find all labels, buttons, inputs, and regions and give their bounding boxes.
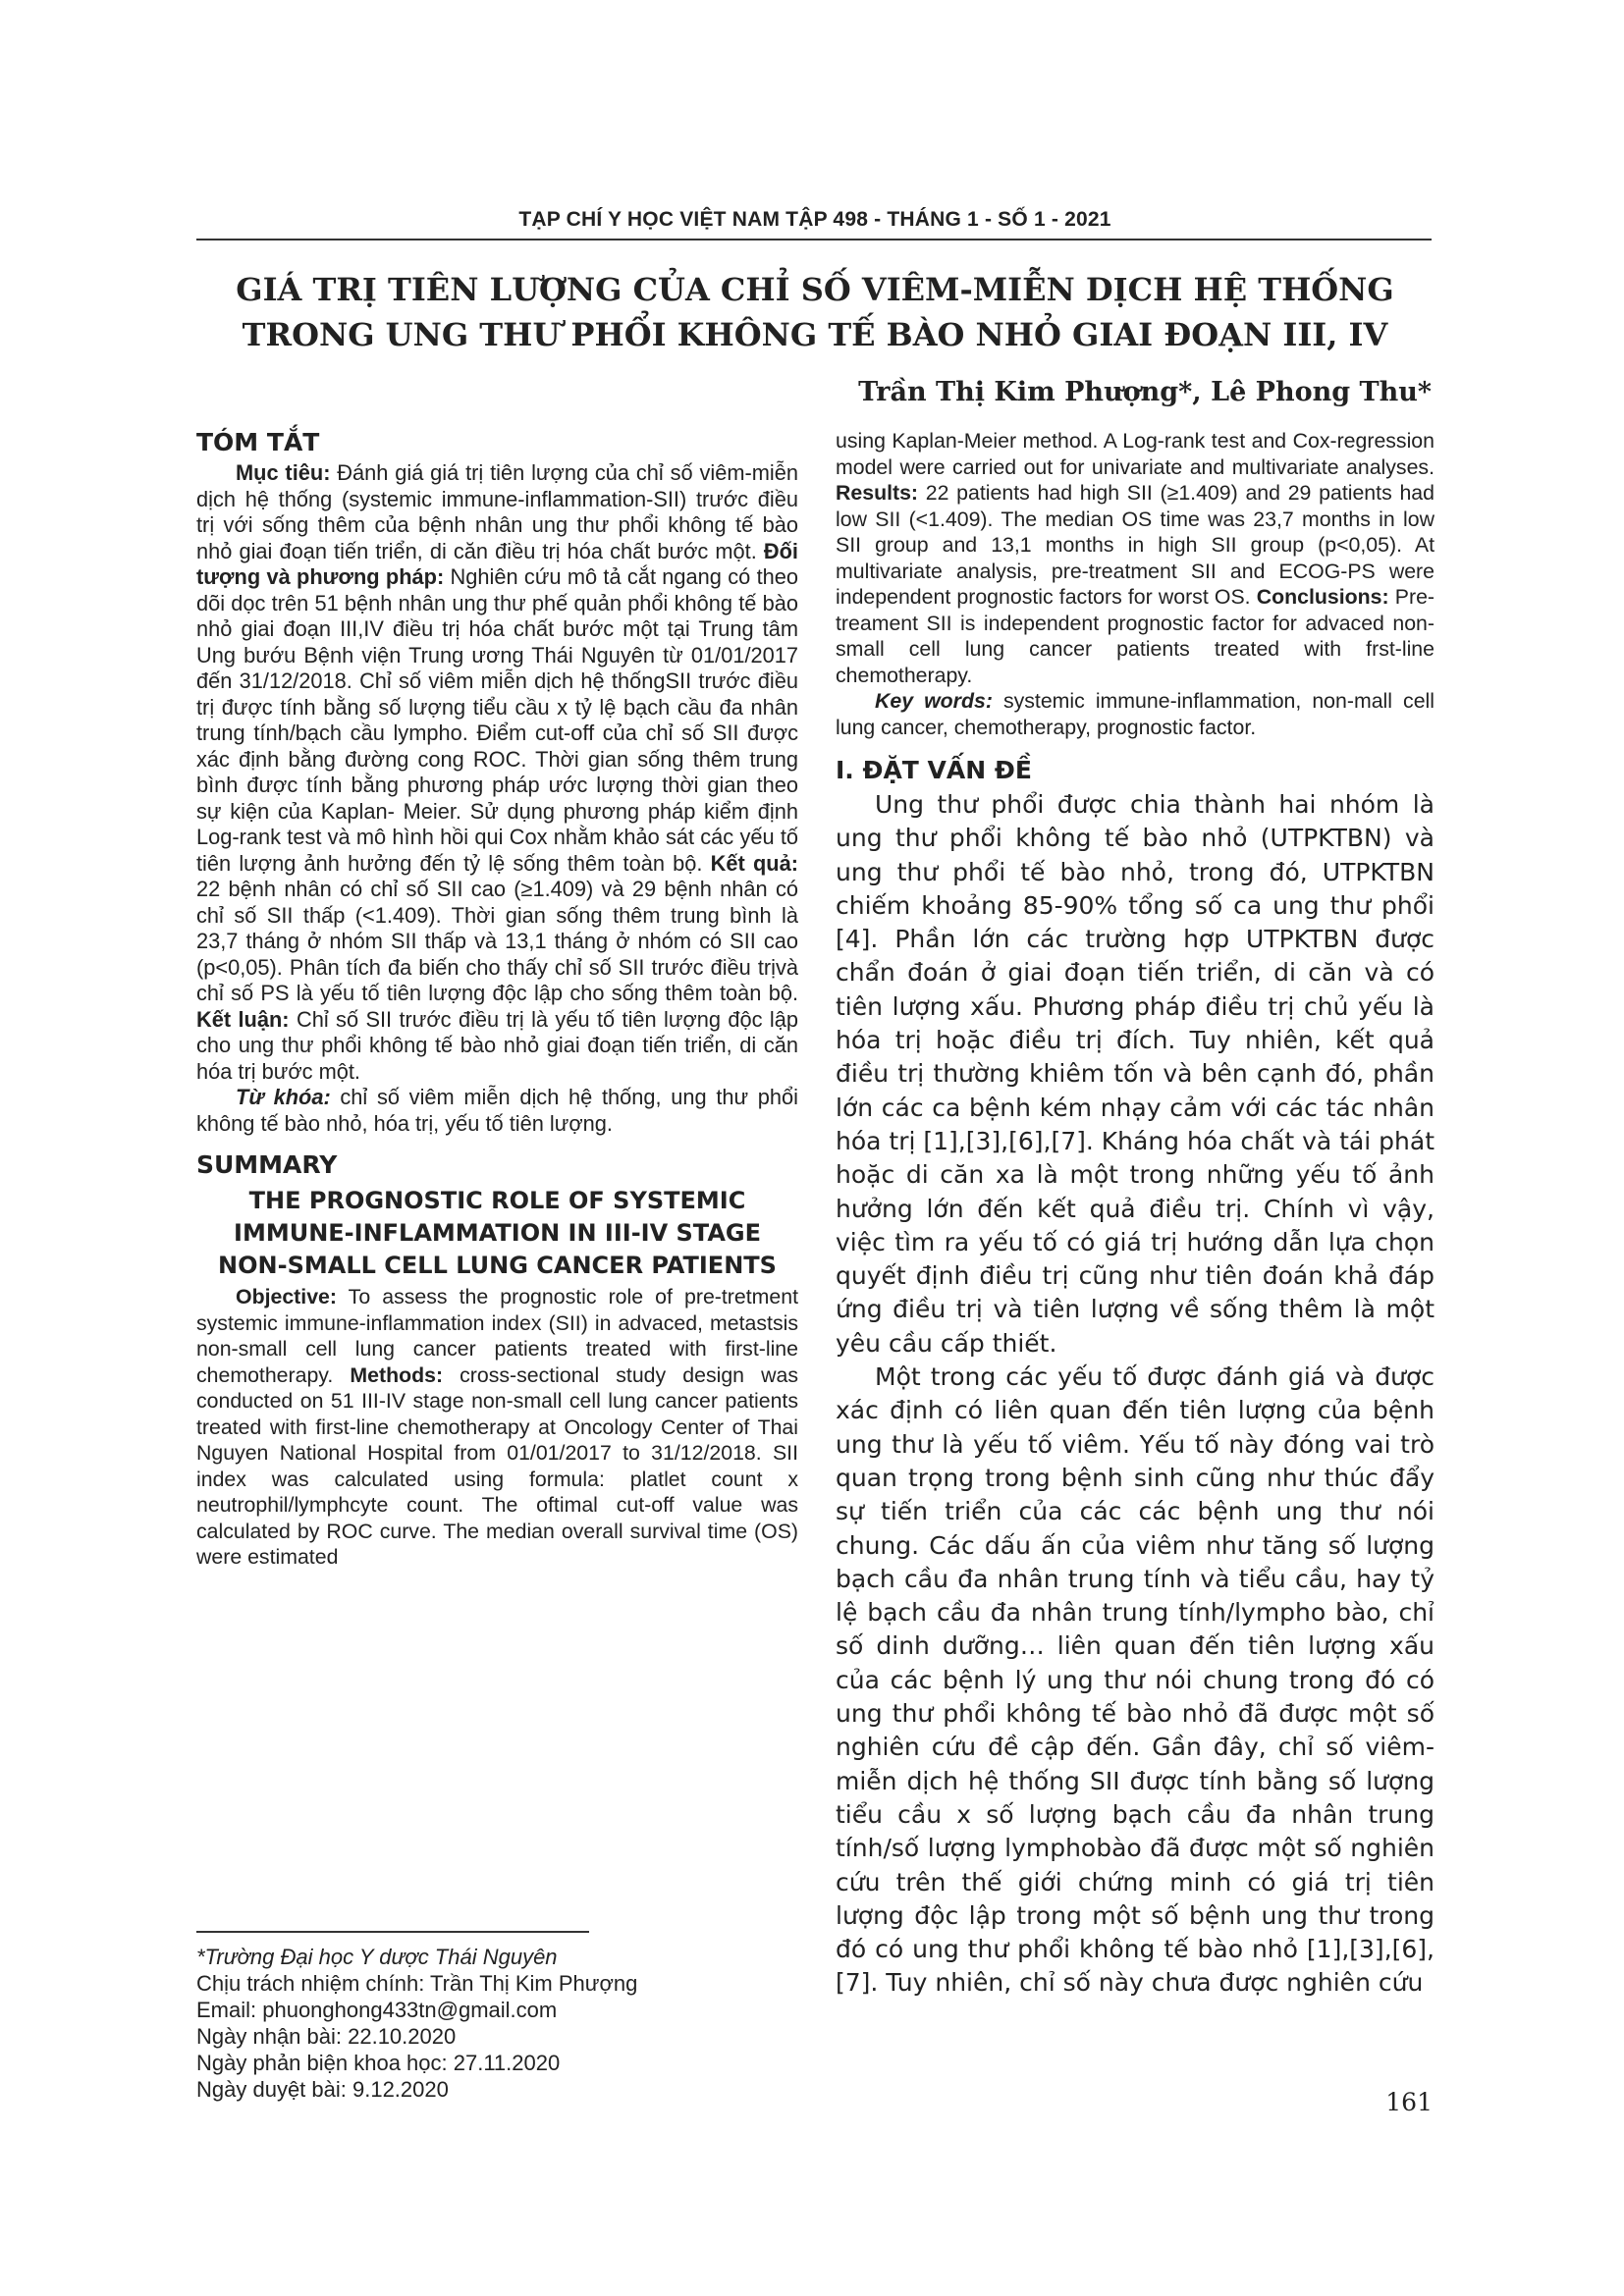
footnote-affiliation: *Trường Đại học Y dược Thái Nguyên	[196, 1945, 558, 1969]
authors: Trần Thị Kim Phượng*, Lê Phong Thu*	[858, 377, 1432, 407]
journal-header: TẠP CHÍ Y HỌC VIỆT NAM TẬP 498 - THÁNG 1 - SỐ 1 - 2021	[518, 208, 1111, 231]
keywords-text-vi: chỉ số viêm miễn dịch hệ thống, ung thư phổi không tế bào nhỏ, hóa trị, yếu tố tiên lượng.	[196, 1085, 798, 1136]
left-column	[196, 428, 798, 1571]
keywords-text-en: systemic immune-inflammation, non-mall cell lung cancer, chemotherapy, prognostic factor.	[836, 689, 1435, 739]
objective-label-en: Objective:	[236, 1285, 337, 1308]
title-line-2: TRONG UNG THƯ PHỔI KHÔNG TẾ BÀO NHỎ GIAI ĐOẠN III, IV	[242, 316, 1388, 353]
results-text-vi: 22 bệnh nhân có chỉ số SII cao (≥1.409) và 29 bệnh nhân có chỉ số SII thấp (<1.409). Thời gian sống thêm trung bình là 23,7 tháng ở nhóm SII thấp và 13,1 tháng ở nhóm có SII cao (p<0,05). Phân tích đa biến cho thấy chỉ số SII trước điều trịvà chỉ số PS là yếu tố tiên lượng độc lập cho sống thêm toàn bộ.	[196, 877, 798, 1005]
english-abstract-part2	[836, 428, 1435, 688]
keywords-en	[836, 688, 1435, 740]
results-text-en: 22 patients had high SII (≥1.409) and 29 patients had low SII (<1.409). The median OS time was 23,7 months in low SII group and 13,1 months in high SII group (p<0,05). At multivariate analysis, pre-treatment SII and ECOG-PS were independent prognostic factors for worst OS.	[836, 481, 1435, 609]
tom-tat-heading: TÓM TẮT	[196, 428, 320, 456]
methods-text-vi: Nghiên cứu mô tả cắt ngang có theo dõi dọc trên 51 bệnh nhân ung thư phế quản phổi không tế bào nhỏ giai đoạn III,IV điều trị hóa chất bước một tại Trung tâm Ung bướu Bệnh viện Trung ương Thái Nguyên từ 01/01/2017 đến 31/12/2018. Chỉ số viêm miễn dịch hệ thốngSII trước điều trị được tính bằng số lượng tiểu cầu x tỷ lệ bạch cầu đa nhân trung tính/bạch cầu lympho. Điểm cut-off của chỉ số SII được xác định bằng đường cong ROC. Thời gian sống thêm trung bình được tính bằng phương pháp ước lượng thời gian theo sự kiện của Kaplan- Meier. Sử dụng phương pháp kiểm định Log-rank test và mô hình hồi qui Cox nhằm khảo sát các yếu tố tiên lượng ảnh hưởng đến tỷ lệ sống thêm toàn bộ.	[196, 564, 798, 876]
methods-label-en: Methods:	[350, 1362, 444, 1387]
title-line-1: GIÁ TRỊ TIÊN LƯỢNG CỦA CHỈ SỐ VIÊM-MIỄN DỊCH HỆ THỐNG	[236, 271, 1394, 308]
article-title	[196, 267, 1434, 357]
methods-label-vi: Đối tượng và phương pháp:	[196, 538, 798, 589]
results-label-en: Results:	[836, 481, 919, 505]
conclusions-text-en: Pre-treament SII is independent prognostic factor for advaced non-small cell lung cancer patients treated with frst-line chemotherapy.	[836, 585, 1435, 687]
footnotes	[196, 1944, 805, 2103]
page-number: 161	[1385, 2088, 1433, 2116]
footnote-rule	[196, 1931, 589, 1933]
footnote-responsible: Chịu trách nhiệm chính: Trần Thị Kim Phượng	[196, 1971, 638, 1996]
results-label-vi: Kết quả:	[710, 850, 798, 876]
conclusions-label-en: Conclusions:	[1256, 585, 1389, 609]
objective-text-en: To assess the prognostic role of pre-tretment systemic immune-inflammation index (SII) in advaced, metastsis non-small cell lung cancer patients treated with first-line chemotherapy.	[196, 1285, 798, 1387]
header-rule	[196, 239, 1432, 240]
english-abstract-part1	[196, 1284, 798, 1571]
objective-text-vi: Đánh giá giá trị tiên lượng của chỉ số viêm-miễn dịch hệ thống (systemic immune-inflammation-SII) trước điều trị với sống thêm của bệnh nhân ung thư phổi không tế bào nhỏ giai đoạn tiến triển, di căn điều trị hóa chất bước một.	[196, 460, 798, 563]
footnote-email: Email: phuonghong433tn@gmail.com	[196, 1998, 558, 2022]
keywords-label-vi: Từ khóa:	[236, 1085, 331, 1109]
summary-heading: SUMMARY	[196, 1150, 338, 1179]
intro-paragraph-2: Một trong các yếu tố được đánh giá và được xác định có liên quan đến tiên lượng của bệnh ung thư là yếu tố viêm. Yếu tố này đóng vai trò quan trọng trong bệnh sinh cũng như thúc đẩy sự tiến triển của các các bệnh ung thư nói chung. Các dấu ấn của viêm như tăng số lượng bạch cầu đa nhân trung tính và tiểu cầu, hay tỷ lệ bạch cầu đa nhân trung tính/lympho bào, chỉ số dinh dưỡng… liên quan đến tiên lượng xấu của các bệnh lý ung thư nói chung trong đó có ung thư phổi không tế bào nhỏ đã được một số nghiên cứu đề cập đến. Gần đây, chỉ số viêm-miễn dịch hệ thống SII được tính bằng số lượng tiểu cầu x số lượng bạch cầu đa nhân trung tính/số lượng lymphobào đã được một số nghiên cứu trên thế giới chứng minh có giá trị tiên lượng độc lập trong một số bệnh ung thư trong đó có ung thư phổi không tế bào nhỏ [1],[3],[6],[7]. Tuy nhiên, chỉ số này chưa được nghiên cứu	[836, 1362, 1435, 1998]
footnote-received: Ngày nhận bài: 22.10.2020	[196, 2024, 457, 2049]
vietnamese-abstract	[196, 460, 798, 1085]
objective-label-vi: Mục tiêu:	[236, 460, 331, 485]
keywords-vi	[196, 1085, 798, 1137]
footnote-reviewed: Ngày phản biện khoa học: 27.11.2020	[196, 2051, 561, 2075]
intro-heading: I. ĐẶT VẤN ĐỀ	[836, 756, 1032, 784]
keywords-label-en: Key words:	[875, 689, 993, 713]
conclusion-label-vi: Kết luận:	[196, 1006, 290, 1032]
footnote-accepted: Ngày duyệt bài: 9.12.2020	[196, 2077, 449, 2102]
conclusion-text-vi: Chỉ số SII trước điều trị là yếu tố tiên lượng độc lập cho ung thư phổi không tế bào nhỏ giai đoạn tiến triển, di căn hóa trị bước một.	[196, 1006, 799, 1084]
right-column	[836, 428, 1435, 2001]
summary-title: THE PROGNOSTIC ROLE OF SYSTEMIC IMMUNE-INFLAMMATION IN III-IV STAGE NON-SMALL CELL LUNG CANCER PATIENTS	[218, 1187, 777, 1279]
intro-paragraph-1: Ung thư phổi được chia thành hai nhóm là ung thư phổi không tế bào nhỏ (UTPKTBN) và ung thư phổi tế bào nhỏ, trong đó, UTPKTBN chiếm khoảng 85-90% tổng số ca ung thư phổi [4]. Phần lớn các trường hợp UTPKTBN được chẩn đoán ở giai đoạn tiến triển, di căn và có tiên lượng xấu. Phương pháp điều trị chủ yếu là hóa trị hoặc điều trị đích. Tuy nhiên, kết quả điều trị thường khiêm tốn và bên cạnh đó, phần lớn các ca bệnh kém nhạy cảm với các tác nhân hóa trị [1],[3],[6],[7]. Kháng hóa chất và tái phát hoặc di căn xa là một trong những yếu tố ảnh hưởng lớn đến kết quả điều trị. Chính vì vậy, việc tìm ra yếu tố có giá trị hướng dẫn lựa chọn quyết định điều trị cũng như tiên đoán khả đáp ứng điều trị và tiên lượng về sống thêm là một yêu cầu cấp thiết.	[836, 790, 1435, 1358]
continued-text-en: using Kaplan-Meier method. A Log-rank test and Cox-regression model were carried out for univariate and multivariate analyses.	[836, 429, 1435, 479]
methods-text-en: cross-sectional study design was conducted on 51 III-IV stage non-small cell lung cancer patients treated with first-line chemotherapy at Oncology Center of Thai Nguyen National Hospital from 01/01/2017 to 31/12/2018. SII index was calculated using formula: platlet count x neutrophil/lymphcyte count. The oftimal cut-off value was calculated by ROC curve. The median overall survival time (OS) were estimated	[196, 1362, 798, 1569]
